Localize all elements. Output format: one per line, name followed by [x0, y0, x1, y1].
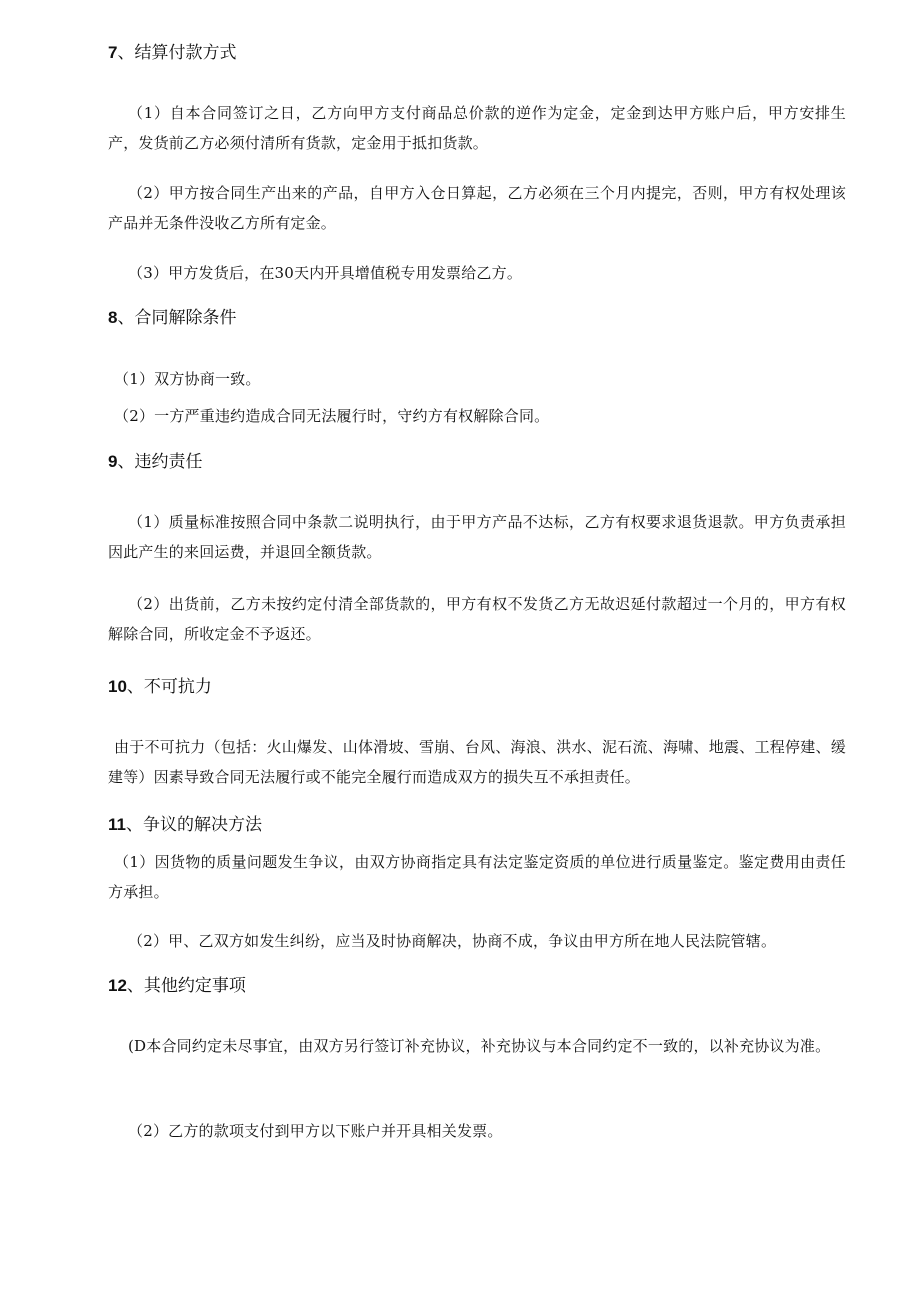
section-heading-10 — [108, 676, 212, 698]
paragraph: （1）双方协商一致。 — [114, 370, 261, 388]
paragraph: (D本合同约定未尽事宜，由双方另行签订补充协议，补充协议与本合同约定不一致的，以补充协议为准。 — [128, 1037, 831, 1055]
section-heading-12 — [108, 975, 246, 997]
section-heading-8 — [108, 307, 236, 329]
section-title: 、违约责任 — [117, 452, 203, 472]
section-title: 、其他约定事项 — [126, 976, 246, 996]
section-title: 、合同解除条件 — [117, 308, 237, 328]
section-heading-9 — [108, 451, 202, 473]
paragraph: （2）甲、乙双方如发生纠纷，应当及时协商解决，协商不成，争议由甲方所在地人民法院管辖。 — [128, 932, 777, 950]
section-number: 8 — [108, 308, 118, 327]
section-title: 、争议的解决方法 — [125, 815, 262, 835]
paragraph: （1）因货物的质量问题发生争议，由双方协商指定具有法定鉴定资质的单位进行质量鉴定。鉴定费用由责任方承担。 — [108, 853, 846, 901]
paragraph: （2）乙方的款项支付到甲方以下账户并开具相关发票。 — [128, 1122, 503, 1140]
section-title: 、结算付款方式 — [117, 43, 237, 63]
paragraph: （2）出货前，乙方未按约定付清全部货款的，甲方有权不发货乙方无故迟延付款超过一个月的，甲方有权解除合同，所收定金不予返还。 — [108, 595, 846, 643]
section-number: 12 — [108, 976, 127, 995]
section-heading-7 — [108, 42, 236, 64]
paragraph: （3）甲方发货后，在30天内开具增值税专用发票给乙方。 — [128, 264, 523, 282]
paragraph: （2）甲方按合同生产出来的产品，自甲方入仓日算起，乙方必须在三个月内提完，否则，甲方有权处理该产品并无条件没收乙方所有定金。 — [108, 184, 846, 232]
section-number: 11 — [108, 815, 126, 834]
paragraph: 由于不可抗力（包括：火山爆发、山体滑坡、雪崩、台风、海浪、洪水、泥石流、海啸、地震、工程停建、缓建等）因素导致合同无法履行或不能完全履行而造成双方的损失互不承担责任。 — [108, 738, 846, 786]
paragraph: （2）一方严重违约造成合同无法履行时，守约方有权解除合同。 — [114, 407, 550, 425]
paragraph: （1）自本合同签订之日，乙方向甲方支付商品总价款的逆作为定金，定金到达甲方账户后，甲方安排生产，发货前乙方必须付清所有货款，定金用于抵扣货款。 — [108, 104, 846, 152]
section-number: 7 — [108, 43, 118, 62]
section-heading-11 — [108, 814, 262, 836]
section-number: 10 — [108, 677, 127, 696]
section-title: 、不可抗力 — [126, 677, 212, 697]
paragraph: （1）质量标准按照合同中条款二说明执行，由于甲方产品不达标，乙方有权要求退货退款。甲方负责承担因此产生的来回运费，并退回全额货款。 — [108, 513, 846, 561]
section-number: 9 — [108, 452, 118, 471]
